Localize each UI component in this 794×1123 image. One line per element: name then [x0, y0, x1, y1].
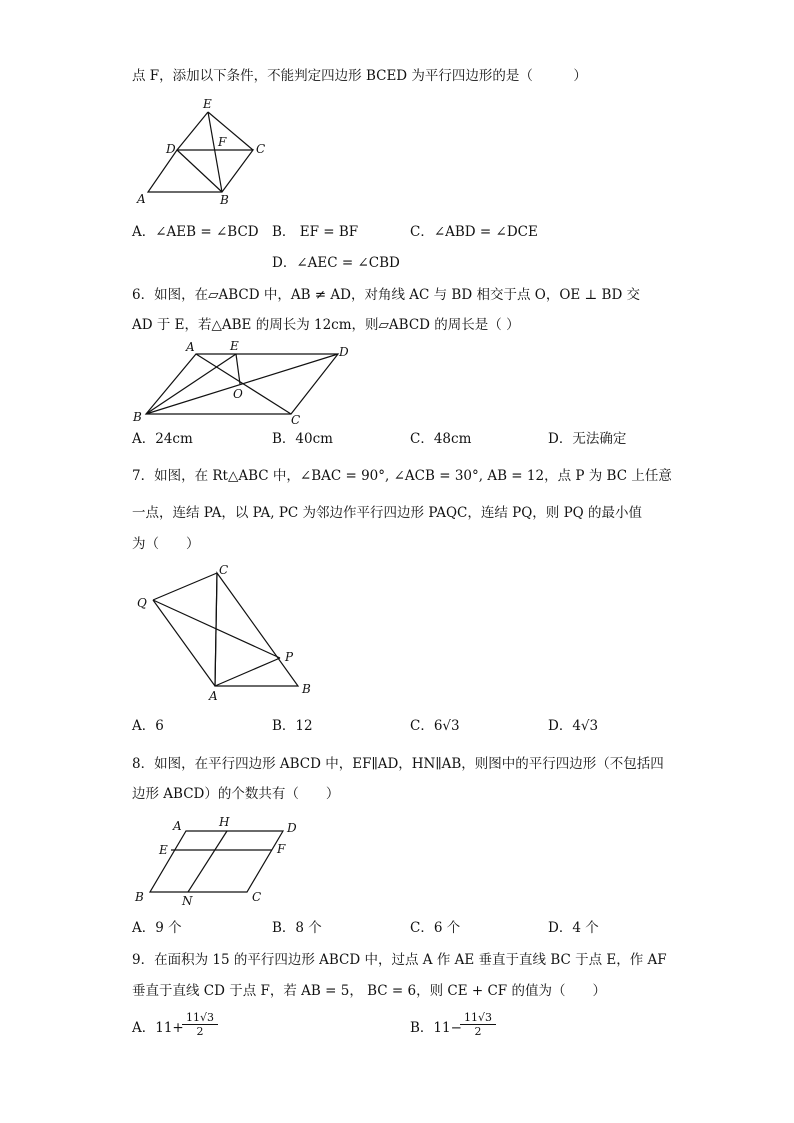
- q7-option-b: B．12: [272, 718, 313, 734]
- q5-option-d: D．∠AEC = ∠CBD: [272, 255, 400, 271]
- q7-label-c: C: [219, 563, 229, 577]
- q6-label-o: O: [233, 387, 243, 401]
- q8-option-c: C．6 个: [410, 920, 461, 936]
- q9-stem-line2: 垂直于直线 CD 于点 F，若 AB = 5， BC = 6，则 CE + CF 的值为（ ）: [132, 983, 606, 999]
- q8-label-c: C: [252, 890, 262, 904]
- q7-stem-line1: 7．如图，在 Rt△ABC 中，∠BAC = 90°, ∠ACB = 30°, AB = 12，点 P 为 BC 上任意: [132, 468, 672, 484]
- q5-label-a: A: [137, 192, 146, 206]
- q9-option-a-denominator: 2: [182, 1024, 218, 1038]
- q7-label-p: P: [285, 650, 294, 664]
- q7-stem-line2: 一点，连结 PA，以 PA, PC 为邻边作平行四边形 PAQC，连结 PQ，则 PQ 的最小值: [132, 505, 643, 521]
- q6-option-c: C．48cm: [410, 431, 472, 447]
- q9-option-b-denominator: 2: [460, 1024, 496, 1038]
- q6-label-b: B: [133, 410, 142, 424]
- q9-option-b: [410, 1018, 462, 1038]
- q5-option-b: B． EF = BF: [272, 224, 359, 240]
- q5-option-a: A．∠AEB = ∠BCD: [132, 224, 259, 240]
- q8-label-d: D: [287, 821, 297, 835]
- q7-label-b: B: [302, 682, 311, 696]
- q6-label-d: D: [339, 345, 349, 359]
- q8-label-a: A: [173, 819, 182, 833]
- q8-seg-hn: [188, 831, 227, 892]
- q9-option-a: [132, 1018, 184, 1038]
- q8-option-a: A．9 个: [132, 920, 182, 936]
- q8-label-n: N: [182, 894, 193, 908]
- q8-stem-line2: 边形 ABCD）的个数共有（ ）: [132, 786, 340, 802]
- q8-option-d: D．4 个: [548, 920, 599, 936]
- q6-stem-line1: 6．如图，在▱ABCD 中，AB ≠ AD，对角线 AC 与 BD 相交于点 O，OE ⊥ BD 交: [132, 287, 641, 303]
- q8-label-e: E: [159, 843, 168, 857]
- q7-stem-line3: 为（ ）: [132, 536, 200, 552]
- q8-label-b: B: [135, 890, 144, 904]
- q7-label-q: Q: [137, 596, 147, 610]
- q9-option-a-fraction: [182, 1011, 218, 1038]
- q6-label-e: E: [230, 339, 239, 353]
- q8-parallelogram: [150, 831, 283, 892]
- q7-label-a: A: [209, 689, 218, 703]
- q6-stem-line2: AD 于 E，若△ABE 的周长为 12cm，则▱ABCD 的周长是（ ）: [132, 317, 520, 333]
- q5-stem: 点 F，添加以下条件，不能判定四边形 BCED 为平行四边形的是（ ）: [132, 68, 587, 84]
- q8-label-f: F: [277, 842, 286, 856]
- q9-option-b-fraction: [460, 1011, 496, 1038]
- q5-label-c: C: [256, 142, 266, 156]
- q5-label-d: D: [166, 142, 176, 156]
- q7-option-d: D．4√3: [548, 718, 599, 734]
- q6-option-d: D．无法确定: [548, 431, 627, 447]
- q9-option-a-prefix: A．11+: [132, 1020, 184, 1036]
- q5-label-e: E: [203, 97, 212, 111]
- q7-option-c: C．6√3: [410, 718, 460, 734]
- q5-label-f: F: [218, 135, 227, 149]
- q8-stem-line1: 8．如图，在平行四边形 ABCD 中，EF∥AD，HN∥AB，则图中的平行四边形（不包括四: [132, 756, 664, 772]
- q8-option-b: B．8 个: [272, 920, 322, 936]
- q6-option-b: B．40cm: [272, 431, 333, 447]
- q8-label-h: H: [219, 815, 230, 829]
- q6-label-c: C: [291, 413, 301, 427]
- q9-option-b-numerator: 11√3: [463, 1011, 492, 1024]
- q9-option-a-numerator: 11√3: [185, 1011, 214, 1024]
- q9-option-b-prefix: B．11−: [410, 1020, 462, 1036]
- q5-option-c: C．∠ABD = ∠DCE: [410, 224, 538, 240]
- q5-label-b: B: [220, 193, 229, 207]
- q7-option-a: A．6: [132, 718, 164, 734]
- q6-option-a: A．24cm: [132, 431, 193, 447]
- q6-label-a: A: [186, 340, 195, 354]
- q9-stem-line1: 9．在面积为 15 的平行四边形 ABCD 中，过点 A 作 AE 垂直于直线 BC 于点 E，作 AF: [132, 952, 667, 968]
